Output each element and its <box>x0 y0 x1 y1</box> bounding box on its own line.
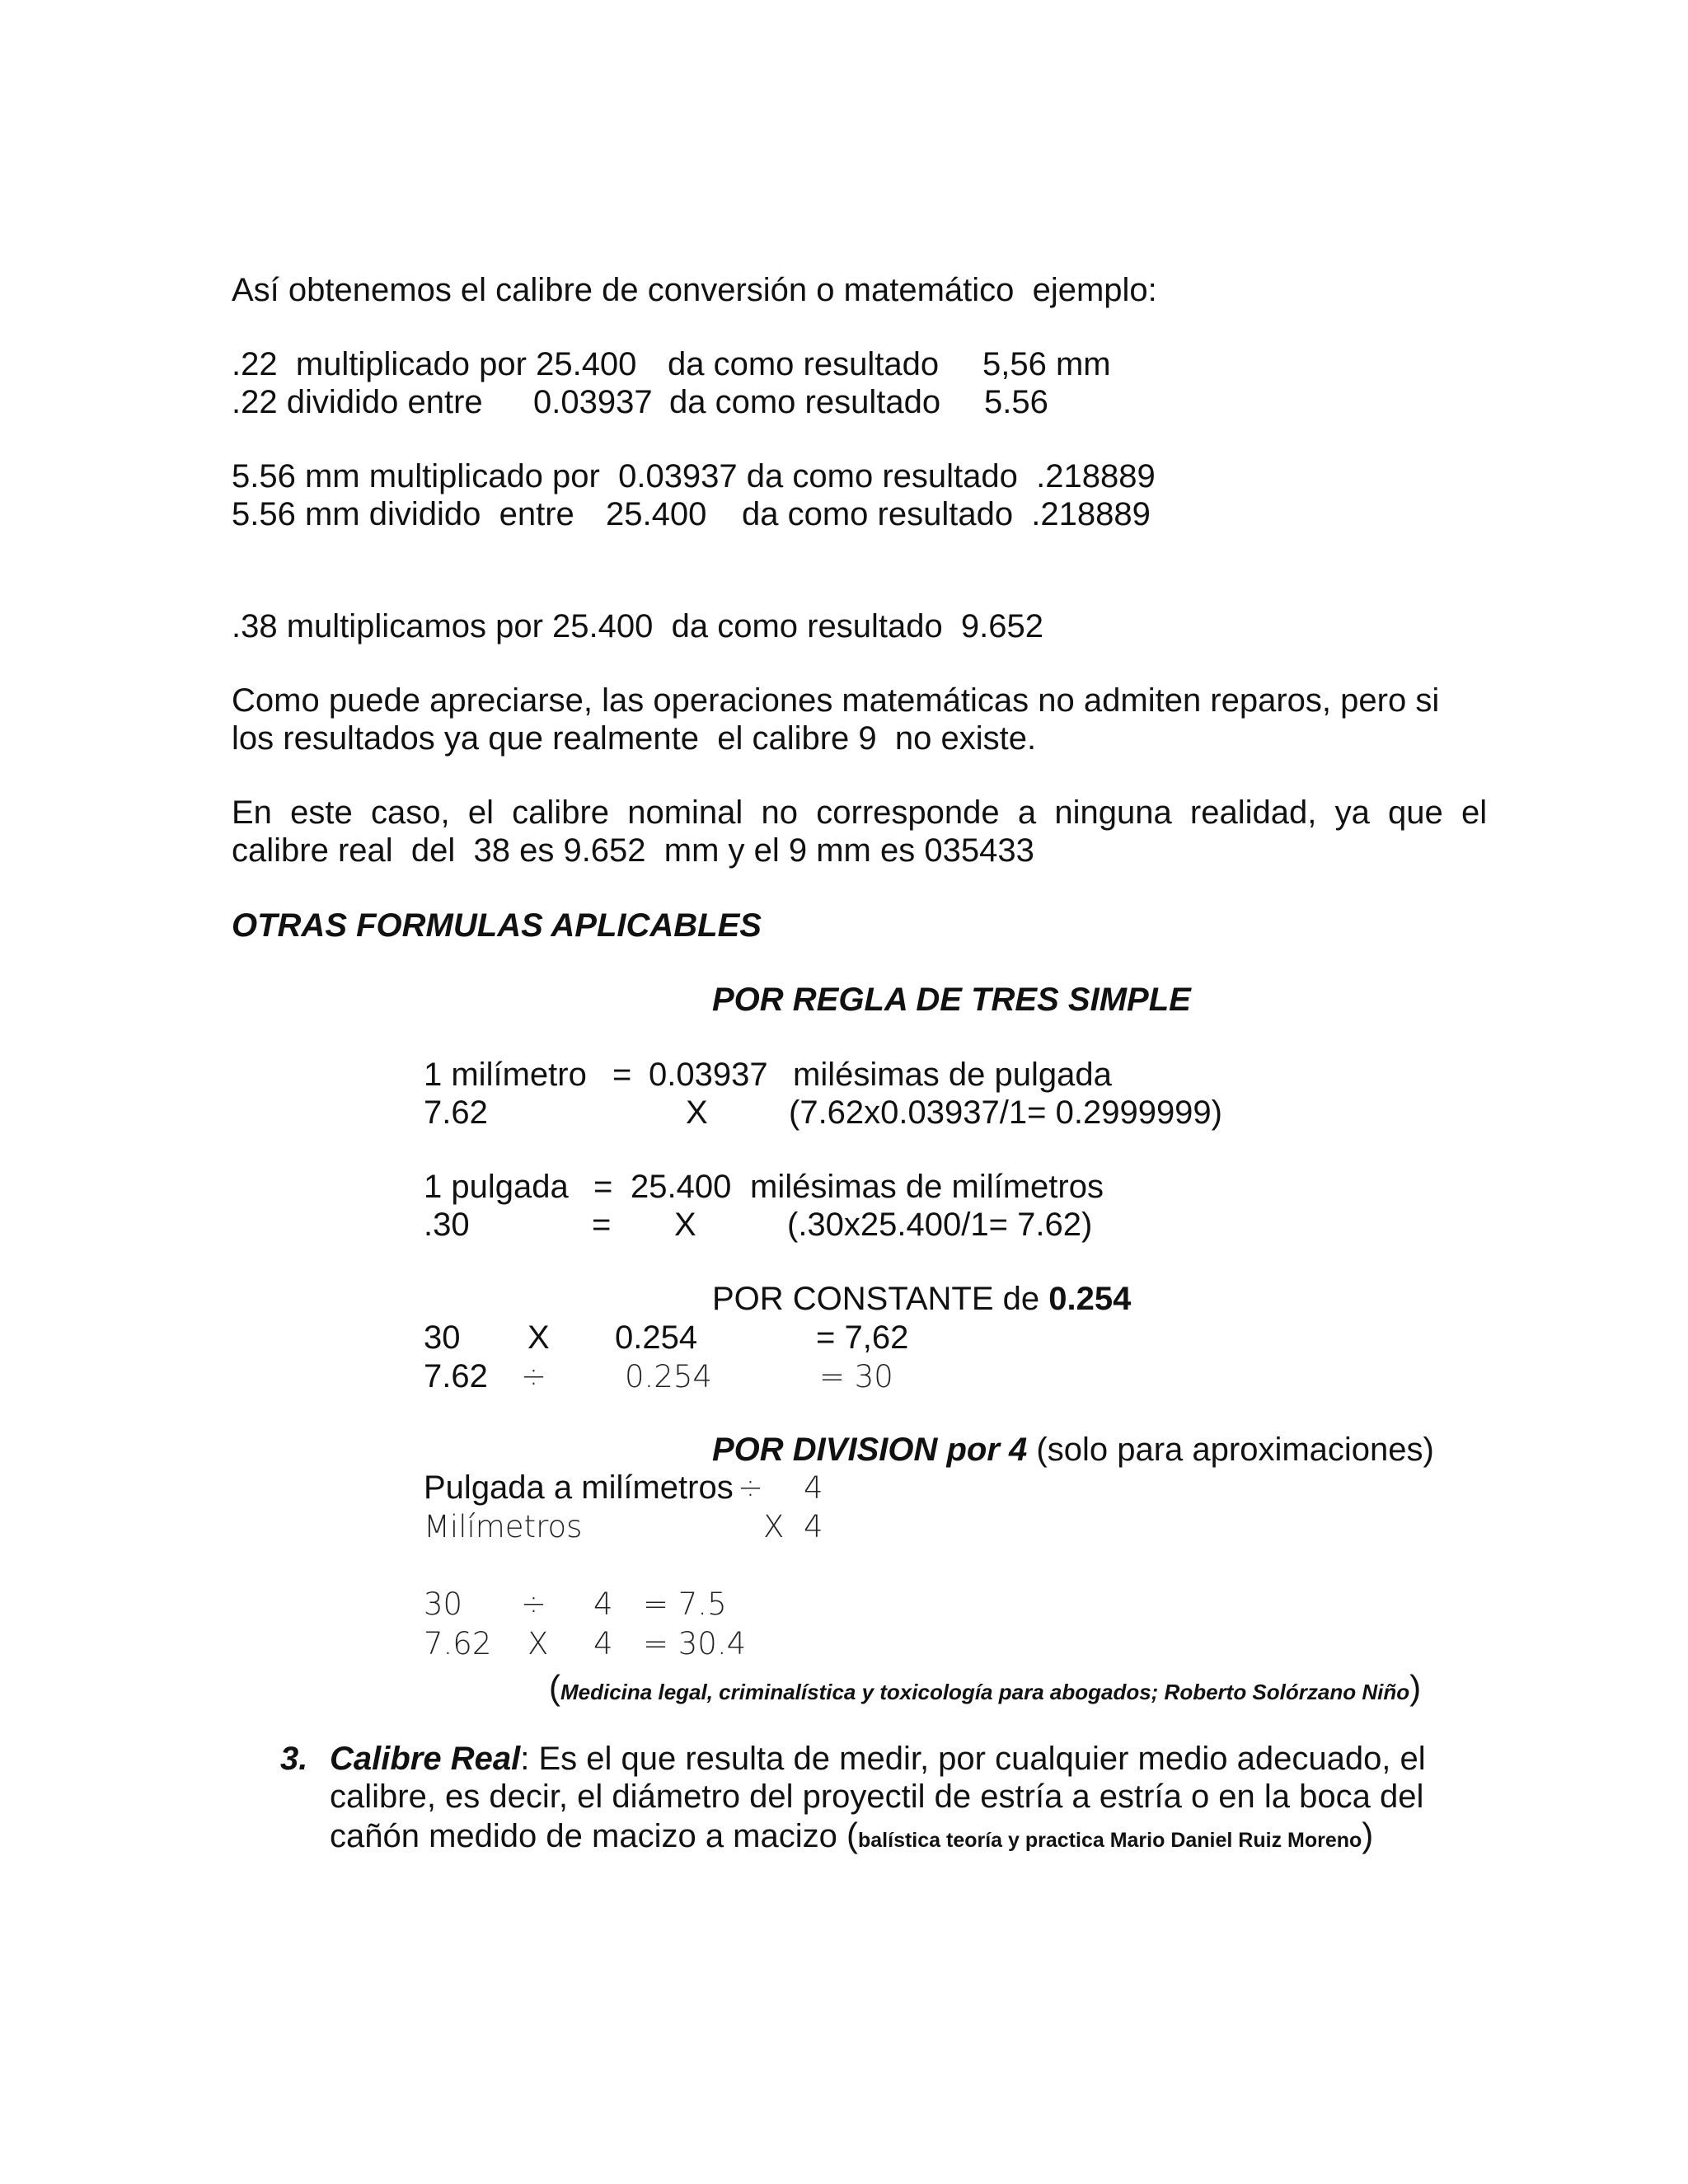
citation-2-text: balística teoría y practica Mario Daniel Ruiz Moreno <box>858 1829 1362 1852</box>
division-d1b: ÷ <box>738 1470 764 1506</box>
item-3-line-3 <box>330 1818 1373 1853</box>
conv-line-2n: 0.03937 <box>533 384 653 420</box>
intro-text: Así obtenemos el calibre de conversión o matemático ejemplo: <box>232 272 1157 308</box>
paragraph-2-line-1: En este caso, el calibre nominal no corresponde a ninguna realidad, ya que el <box>232 794 1488 831</box>
heading-division-rest: (solo para aproximaciones) <box>1027 1432 1434 1468</box>
conv-line-5: .38 multiplicamos por 25.400 da como resultado 9.652 <box>232 608 1044 644</box>
heading-constante <box>712 1282 1131 1315</box>
constante-c1d: = 7,62 <box>816 1319 909 1356</box>
citation-1 <box>549 1668 1422 1707</box>
constante-c1a: 30 <box>424 1319 461 1356</box>
division-d1a: Pulgada a milímetros <box>424 1469 734 1506</box>
constante-c2a: 7.62 <box>424 1358 488 1394</box>
conv-line-4b: da como resultado .218889 <box>742 496 1151 532</box>
division-d2c: 4 <box>804 1509 823 1544</box>
regla-r4d: (.30x25.400/1= 7.62) <box>787 1207 1093 1243</box>
division-d3c: 4 <box>593 1586 613 1622</box>
heading-division <box>712 1433 1434 1466</box>
regla-r3c: 25.400 <box>631 1169 732 1205</box>
constante-c1b: X <box>528 1319 550 1356</box>
heading-otras-formulas: OTRAS FORMULAS APLICABLES <box>232 907 762 944</box>
conv-line-4n: 25.400 <box>606 496 707 532</box>
heading-constante-text: POR CONSTANTE de <box>712 1281 1049 1317</box>
division-d1c: 4 <box>804 1470 823 1506</box>
item-3-line-2: calibre, es decir, el diámetro del proyectil de estría a estría o en la boca del <box>330 1779 1424 1815</box>
regla-r3a: 1 pulgada <box>424 1169 569 1205</box>
regla-r1c: 0.03937 <box>649 1057 768 1093</box>
division-d2a: Milímetros <box>424 1509 583 1544</box>
paragraph-2-line-2: calibre real del 38 es 9.652 mm y el 9 mm es 035433 <box>232 832 1034 869</box>
citation-1-close: ) <box>1409 1668 1422 1707</box>
regla-r3d: milésimas de milímetros <box>750 1169 1104 1205</box>
conv-line-2c: 5.56 <box>984 384 1048 420</box>
regla-r4c: X <box>674 1207 696 1243</box>
regla-r3b: = <box>593 1169 613 1205</box>
item-3-line-3-text: cañón medido de macizo a macizo <box>330 1818 846 1854</box>
citation-1-text: Medicina legal, criminalística y toxicología para abogados; Roberto Solórzano Niño <box>560 1680 1410 1704</box>
division-d4b: X <box>528 1626 549 1661</box>
conv-line-2b: da como resultado <box>669 384 941 420</box>
conv-line-1b: da como resultado <box>668 346 940 382</box>
constante-c2c: 0.254 <box>625 1359 712 1394</box>
citation-2-close: ) <box>1362 1816 1374 1854</box>
item-3-colon: : <box>520 1741 530 1777</box>
regla-r1d: milésimas de pulgada <box>793 1057 1112 1093</box>
heading-regla-de-tres: POR REGLA DE TRES SIMPLE <box>712 982 1191 1018</box>
item-3-number: 3. <box>280 1741 308 1777</box>
division-d4d: = 30.4 <box>643 1626 747 1661</box>
division-d4a: 7.62 <box>424 1626 492 1661</box>
regla-r2c: (7.62x0.03937/1= 0.2999999) <box>789 1094 1222 1131</box>
conv-line-1a: .22 multiplicado por 25.400 <box>232 346 637 382</box>
regla-r1a: 1 milímetro <box>424 1057 587 1093</box>
item-3-title: Calibre Real <box>330 1741 521 1777</box>
paragraph-1-line-1: Como puede apreciarse, las operaciones matemáticas no admiten reparos, pero si <box>232 682 1440 719</box>
regla-r4a: .30 <box>424 1207 470 1243</box>
division-d3a: 30 <box>424 1586 463 1622</box>
paragraph-1-line-2: los resultados ya que realmente el calibre 9 no existe. <box>232 720 1037 757</box>
conv-line-4a: 5.56 mm dividido entre <box>232 496 574 532</box>
conv-line-1c: 5,56 mm <box>982 346 1111 382</box>
item-3-line-1 <box>330 1742 1426 1775</box>
constante-c2b: ÷ <box>521 1359 547 1394</box>
regla-r2a: 7.62 <box>424 1094 488 1131</box>
regla-r2b: X <box>686 1094 708 1131</box>
regla-r1b: = <box>612 1057 632 1093</box>
regla-r4b: = <box>592 1207 612 1243</box>
heading-division-bold: POR DIVISION por 4 <box>712 1432 1028 1468</box>
citation-2-open: ( <box>846 1816 858 1854</box>
division-d2b: X <box>763 1509 785 1544</box>
constante-c1c: 0.254 <box>615 1319 698 1356</box>
constante-c2d: = 30 <box>819 1359 893 1394</box>
citation-1-open: ( <box>549 1668 560 1707</box>
division-d4c: 4 <box>593 1626 613 1661</box>
division-d3b: ÷ <box>521 1586 547 1622</box>
conv-line-2a: .22 dividido entre <box>232 384 483 420</box>
heading-constante-value: 0.254 <box>1048 1281 1132 1317</box>
item-3-line-1-text: Es el que resulta de medir, por cualquier medio adecuado, el <box>529 1741 1426 1777</box>
division-d3d: = 7.5 <box>643 1586 727 1622</box>
conv-line-3: 5.56 mm multiplicado por 0.03937 da como resultado .218889 <box>232 458 1156 494</box>
